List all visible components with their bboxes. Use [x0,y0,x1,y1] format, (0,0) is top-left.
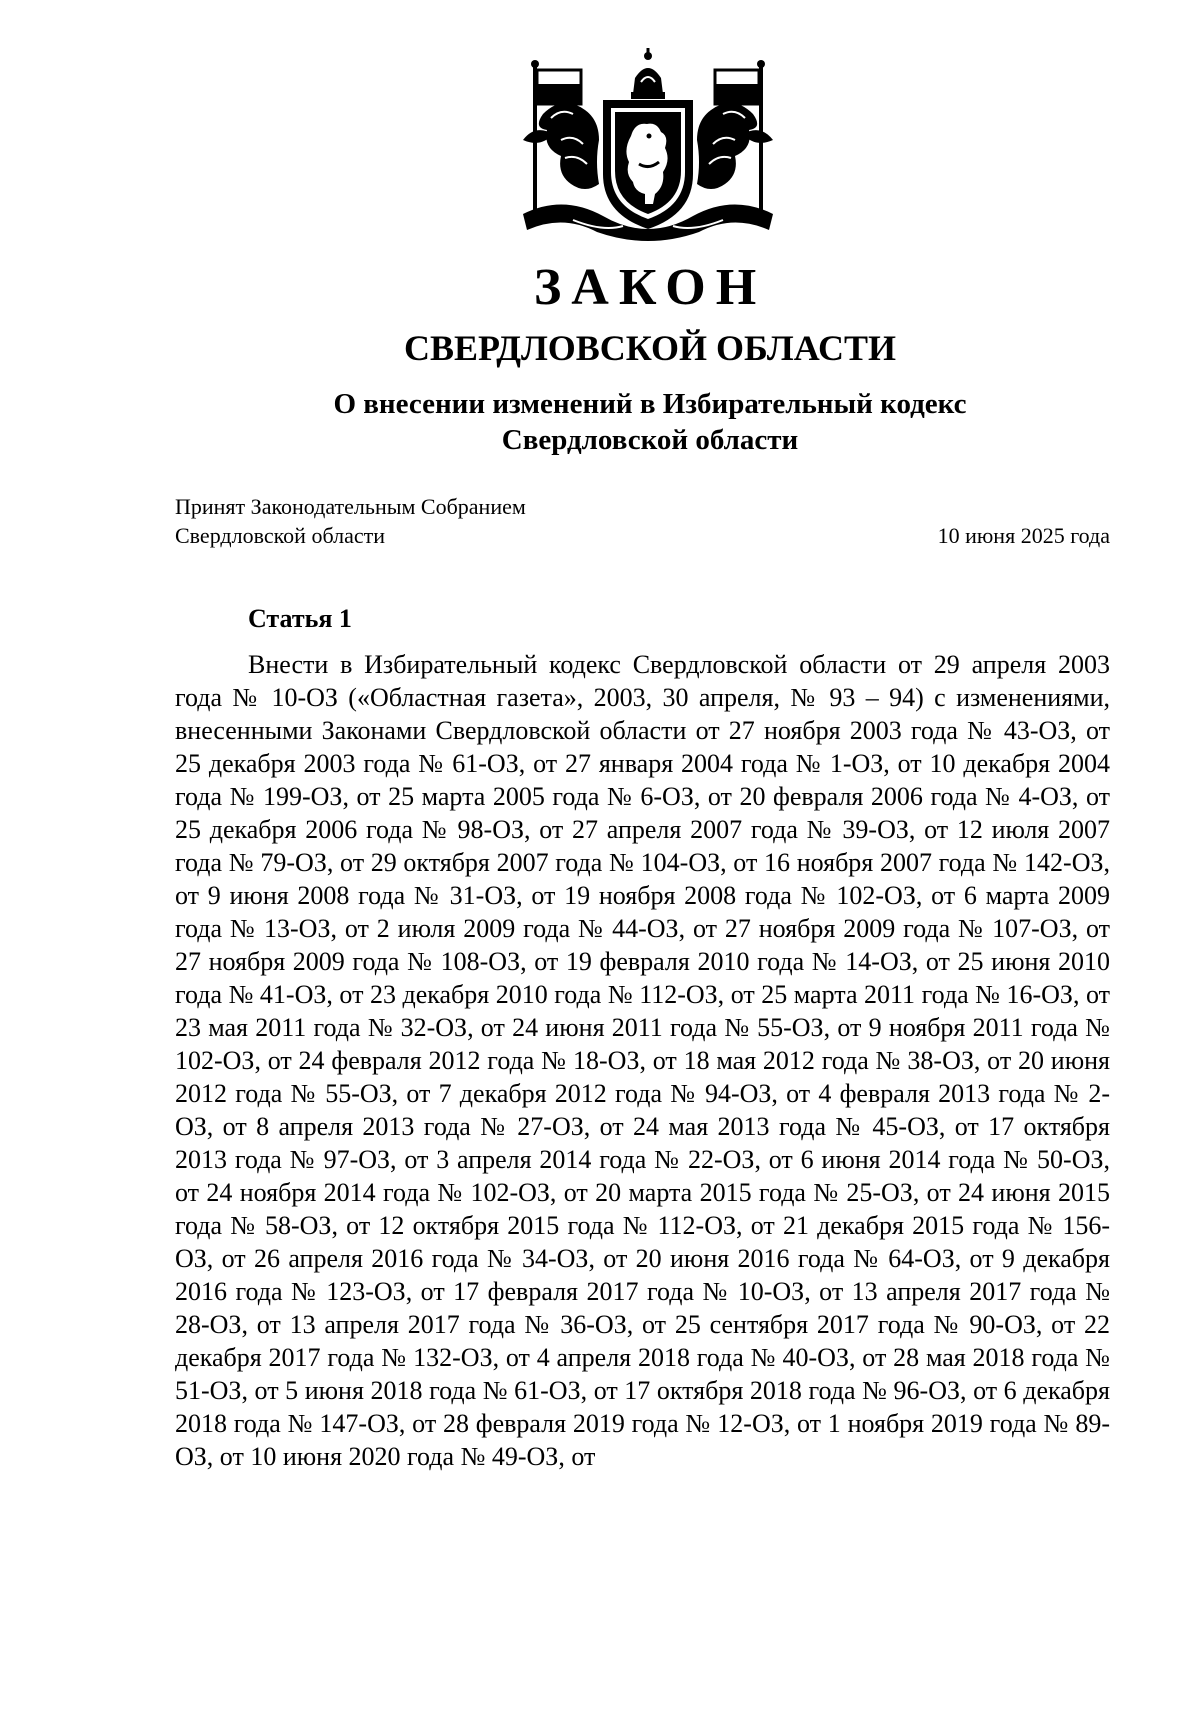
shield-icon [603,100,693,229]
article-1-text: Внести в Избирательный кодекс Свердловской области от 29 апреля 2003 года № 10-ОЗ («Областная газета», 2003, 30 апреля, № 93 – 94) с изменениями, внесенными Законами Свердловской области от 27 ноября 2003 года № 43-ОЗ, от 25 декабря 2003 года № 61-ОЗ, от 27 января 2004 года № 1-ОЗ, от 10 декабря 2004 года № 199-ОЗ, от 25 марта 2005 года № 6-ОЗ, от 20 февраля 2006 года № 4-ОЗ, от 25 декабря 2006 года № 98-ОЗ, от 27 апреля 2007 года № 39-ОЗ, от 12 июля 2007 года № 79-ОЗ, от 29 октября 2007 года № 104-ОЗ, от 16 ноября 2007 года № 142-ОЗ, от 9 июня 2008 года № 31-ОЗ, от 19 ноября 2008 года № 102-ОЗ, от 6 марта 2009 года № 13-ОЗ, от 2 июля 2009 года № 44-ОЗ, от 27 ноября 2009 года № 107-ОЗ, от 27 ноября 2009 года № 108-ОЗ, от 19 февраля 2010 года № 14-ОЗ, от 25 июня 2010 года № 41-ОЗ, от 23 декабря 2010 года № 112-ОЗ, от 25 марта 2011 года № 16-ОЗ, от 23 мая 2011 года № 32-ОЗ, от 24 июня 2011 года № 55-ОЗ, от 9 ноября 2011 года № 102-ОЗ, от 24 февраля 2012 года № 18-ОЗ, от 18 мая 2012 года № 38-ОЗ, от 20 июня 2012 года № 55-ОЗ, от 7 декабря 2012 года № 94-ОЗ, от 4 февраля 2013 года № 2-ОЗ, от 8 апреля 2013 года № 27-ОЗ, от 24 мая 2013 года № 45-ОЗ, от 17 октября 2013 года № 97-ОЗ, от 3 апреля 2014 года № 22-ОЗ, от 6 июня 2014 года № 50-ОЗ, от 24 ноября 2014 года № 102-ОЗ, от 20 марта 2015 года № 25-ОЗ, от 24 июня 2015 года № 58-ОЗ, от 12 октября 2015 года № 112-ОЗ, от 21 декабря 2015 года № 156-ОЗ, от 26 апреля 2016 года № 34-ОЗ, от 20 июня 2016 года № 64-ОЗ, от 9 декабря 2016 года № 123-ОЗ, от 17 февраля 2017 года № 10-ОЗ, от 13 апреля 2017 года № 28-ОЗ, от 13 апреля 2017 года № 36-ОЗ, от 25 сентября 2017 года № 90-ОЗ, от 22 декабря 2017 года № 132-ОЗ, от 4 апреля 2018 года № 40-ОЗ, от 28 мая 2018 года № 51-ОЗ, от 5 июня 2018 года № 61-ОЗ, от 17 октября 2018 года № 96-ОЗ, от 6 декабря 2018 года № 147-ОЗ, от 28 февраля 2019 года № 12-ОЗ, от 1 ноября 2019 года № 89-ОЗ, от 10 июня 2020 года № 49-ОЗ, от [175,650,1110,1471]
adoption-line-2: Свердловской области [175,523,385,548]
crown-icon [631,48,665,99]
law-subject-title: О внесении изменений в Избирательный кодекс Свердловской области [333,388,967,456]
region-title: СВЕРДЛОВСКОЙ ОБЛАСТИ [404,328,896,368]
adoption-date: 10 июня 2025 года [937,523,1110,548]
adoption-line-1: Принят Законодательным Собранием [175,494,526,519]
article-1-heading: Статья 1 [248,604,352,633]
document-type-title: ЗАКОН [533,259,767,316]
coat-of-arms-icon [503,44,793,244]
adoption-statement [175,492,526,550]
